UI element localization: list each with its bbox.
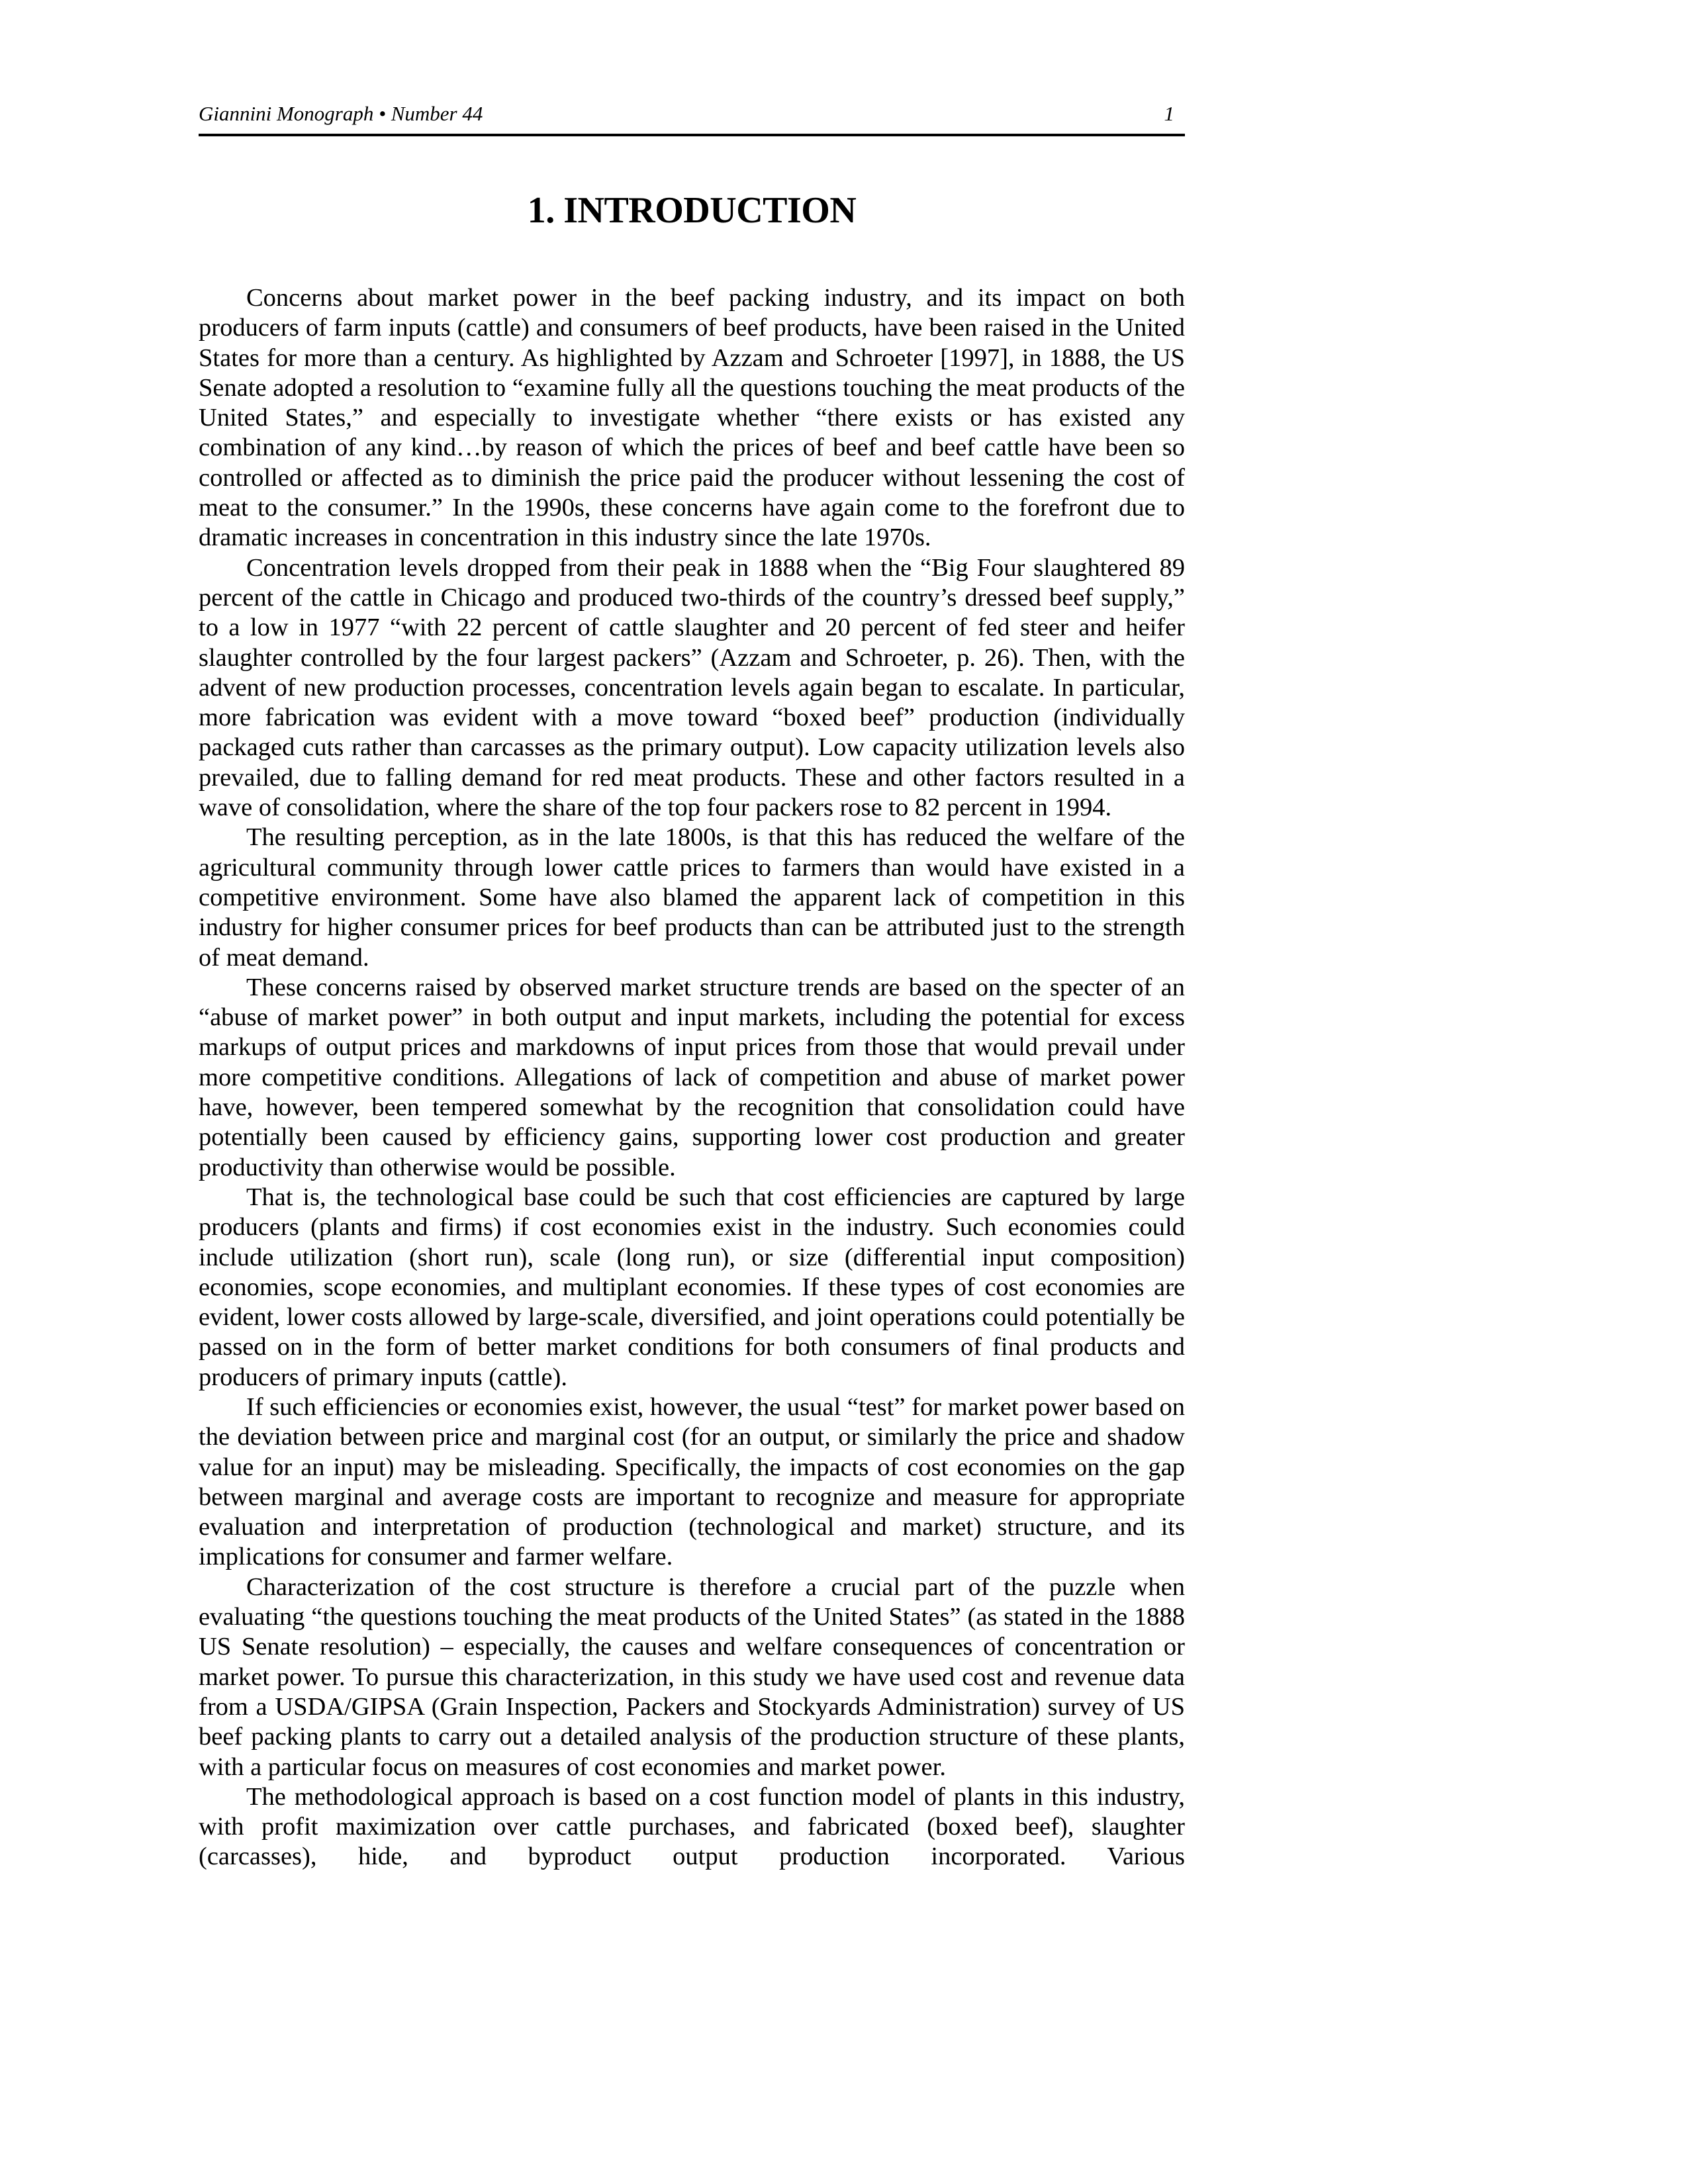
running-header [199,98,1185,136]
paragraph: Characterization of the cost structure is therefore a crucial part of the puzzle when evaluating “the questions touching the meat products of the United States” (as stated in the 1888 US Senate resolution) – especially, the causes and welfare consequences of concentration or market power. To pursue this characterization, in this study we have used cost and revenue data from a USDA/GIPSA (Grain Inspection, Packers and Stockyards Administration) survey of US beef packing plants to carry out a detailed analysis of the production structure of these plants, with a particular focus on measures of cost economies and market power. [199,1572,1185,1781]
paragraph: Concerns about market power in the beef packing industry, and its impact on both producers of farm inputs (cattle) and consumers of beef products, have been raised in the United States for more than a century. As highlighted by Azzam and Schroeter [1997], in 1888, the US Senate adopted a resolution to “examine fully all the questions touching the meat products of the United States,” and especially to investigate whether “there exists or has existed any combination of any kind…by reason of which the prices of beef and beef cattle have been so controlled or affected as to diminish the price paid the producer without lessening the cost of meat to the consumer.” In the 1990s, these concerns have again come to the forefront due to dramatic increases in concentration in this industry since the late 1970s. [199,284,1185,552]
page-number: 1 [1164,102,1174,125]
paragraph: The methodological approach is based on a cost function model of plants in this industry, with profit maximization over cattle purchases, and fabricated (boxed beef), slaughter (carcasses), hide, and byproduct output production incorporated. Various [199,1782,1185,1871]
paragraph: That is, the technological base could be such that cost efficiencies are captured by large producers (plants and firms) if cost economies exist in the industry. Such economies could include utilization (short run), scale (long run), or size (differential input composition) economies, scope economies, and multiplant economies. If these types of cost economies are evident, lower costs allowed by large-scale, diversified, and joint operations could potentially be passed on in the form of better market conditions for both consumers of final products and producers of primary inputs (cattle). [199,1183,1185,1391]
body-text [199,283,1185,1872]
paragraph: If such efficiencies or economies exist, however, the usual “test” for market power based on the deviation between price and marginal cost (for an output, or similarly the price and shadow value for an input) may be misleading. Specifically, the impacts of cost economies on the gap between marginal and average costs are important to recognize and measure for appropriate evaluation and interpretation of production (technological and market) structure, and its implications for consumer and farmer welfare. [199,1392,1185,1571]
paragraph: These concerns raised by observed market structure trends are based on the specter of an “abuse of market power” in both output and input markets, including the potential for excess markups of output prices and markdowns of input prices from those that would prevail under more competitive conditions. Allegations of lack of competition and abuse of market power have, however, been tempered somewhat by the recognition that consolidation could have potentially been caused by efficiency gains, supporting lower cost production and greater productivity than otherwise would be possible. [199,973,1185,1181]
running-title: Giannini Monograph • Number 44 [199,102,483,125]
chapter-title: 1. INTRODUCTION [527,190,857,231]
paragraph: Concentration levels dropped from their peak in 1888 when the “Big Four slaughtered 89 percent of the cattle in Chicago and produced two-thirds of the country’s dressed beef supply,” to a low in 1977 “with 22 percent of cattle slaughter and 20 percent of fed steer and heifer slaughter controlled by the four largest packers” (Azzam and Schroeter, p. 26). Then, with the advent of new production processes, concentration levels again began to escalate. In particular, more fabrication was evident with a move toward “boxed beef” production (individually packaged cuts rather than carcasses as the primary output). Low capacity utilization levels also prevailed, due to falling demand for red meat products. These and other factors resulted in a wave of consolidation, where the share of the top four packers rose to 82 percent in 1994. [199,553,1185,822]
paragraph: The resulting perception, as in the late 1800s, is that this has reduced the welfare of the agricultural community through lower cattle prices to farmers than would have existed in a competitive environment. Some have also blamed the apparent lack of competition in this industry for higher consumer prices for beef products than can be attributed just to the strength of meat demand. [199,823,1185,972]
